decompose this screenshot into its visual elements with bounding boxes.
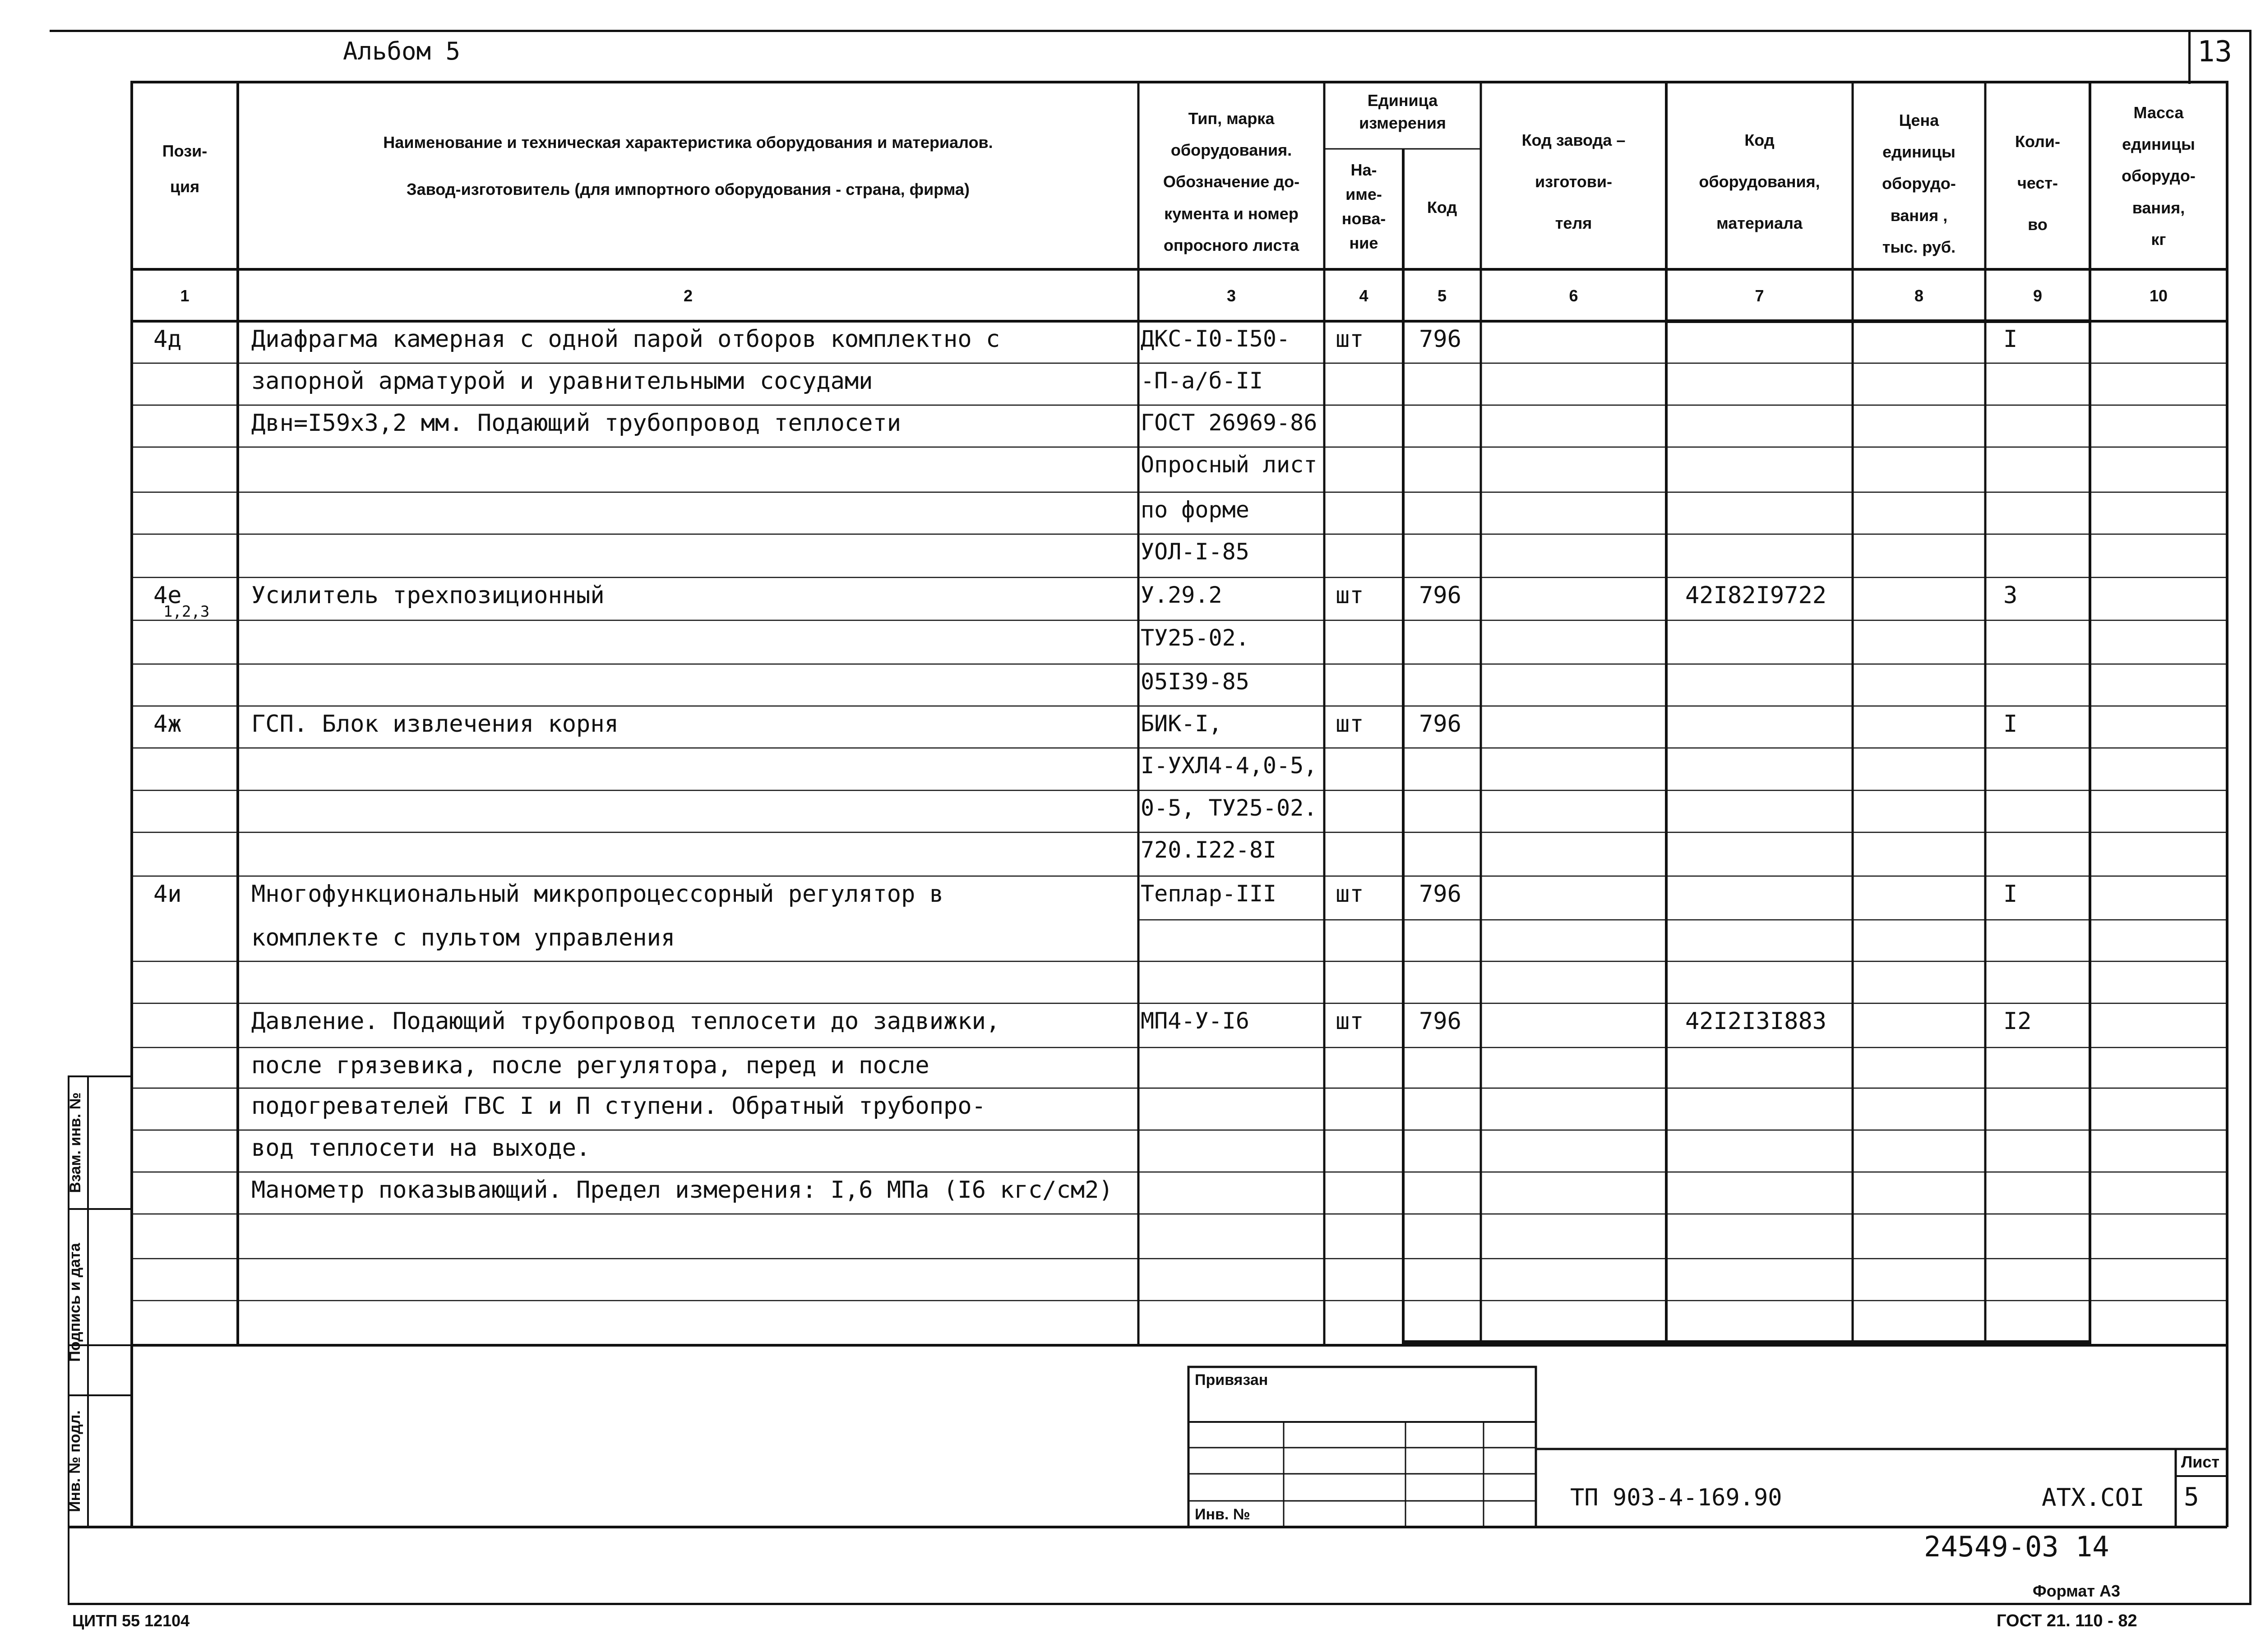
- col-number: 1: [180, 286, 190, 305]
- cell-quantity: 3: [2003, 582, 2018, 609]
- cell-unit: шт: [1336, 582, 1364, 609]
- table-row: [0, 577, 2256, 620]
- cell-material-code: 42I82I9722: [1685, 582, 1827, 609]
- col-number: 8: [1914, 286, 1924, 305]
- table-row: [0, 876, 2256, 920]
- stamp-reg-number: 24549-03 14: [1924, 1530, 2109, 1563]
- col-number: 9: [2033, 286, 2043, 305]
- table-row: [0, 447, 2256, 492]
- table-row: [0, 620, 2256, 664]
- table-row: [0, 1259, 2256, 1301]
- gost-label: ГОСТ 21. 110 - 82: [1997, 1611, 2137, 1630]
- col2-header-line1: Наименование и техническая характеристика оборудования и материалов.: [383, 133, 993, 152]
- table-row: [0, 1047, 2256, 1088]
- table-row: [0, 1003, 2256, 1047]
- citp-label: ЦИТП 55 12104: [72, 1611, 190, 1630]
- col3-header: Тип, марка оборудования. Обозначение до- кумента и номер опросного листа: [1163, 109, 1300, 254]
- cell-unit-code: 796: [1419, 582, 1461, 609]
- cell-type: 05I39-85: [1141, 669, 1249, 695]
- stamp-inv-no: Инв. №: [1195, 1506, 1250, 1523]
- table-row: [0, 1301, 2256, 1343]
- col-number: 7: [1755, 286, 1764, 305]
- col10-header: Масса единицы оборудо- вания, кг: [2122, 103, 2196, 249]
- cell-unit: шт: [1336, 711, 1364, 738]
- cell-name: Многофункциональный микропроцессорный регулятор в: [251, 881, 944, 908]
- cell-type: Опросный лист: [1141, 452, 1318, 478]
- table-row: [0, 492, 2256, 534]
- col-number: 6: [1569, 286, 1578, 305]
- sheet-number: 13: [2197, 35, 2233, 69]
- cell-name: ГСП. Блок извлечения корня: [251, 711, 619, 738]
- cell-unit-code: 796: [1419, 711, 1461, 738]
- cell-name: комплекте с пультом управления: [251, 924, 675, 951]
- table-row: [0, 1088, 2256, 1130]
- cell-quantity: I: [2003, 711, 2018, 738]
- cell-type: У.29.2: [1141, 582, 1222, 608]
- col6-header: Код завода – изготови- теля: [1521, 131, 1626, 232]
- cell-position: 4ж: [153, 711, 182, 738]
- cell-name: Двн=I59х3,2 мм. Подающий трубопровод теплосети: [251, 410, 901, 437]
- col-number: 2: [683, 286, 693, 305]
- col-number: 4: [1359, 286, 1368, 305]
- stamp-code: АТХ.COI: [2042, 1483, 2145, 1512]
- col-number: 5: [1437, 286, 1447, 305]
- unit-group-header: Единица измерения: [1359, 91, 1446, 133]
- col2-header-line2: Завод-изготовитель (для импортного оборудования - страна, фирма): [407, 180, 970, 198]
- cell-name: Диафрагма камерная с одной парой отборов комплектно с: [251, 326, 1000, 353]
- col7-header: Код оборудования, материала: [1699, 131, 1820, 232]
- cell-type: ДКС-I0-I50-: [1141, 326, 1290, 352]
- table-row: [0, 664, 2256, 706]
- cell-quantity: I: [2003, 881, 2018, 908]
- col5-header: Код: [1427, 198, 1457, 217]
- cell-type: УОЛ-I-85: [1141, 539, 1249, 565]
- cell-name: после грязевика, после регулятора, перед и после: [251, 1052, 929, 1079]
- table-row: [0, 363, 2256, 405]
- cell-type: ТУ25-02.: [1141, 625, 1249, 651]
- table-row: [0, 706, 2256, 748]
- column-numbers-row: [0, 283, 2256, 310]
- cell-name: подогревателей ГВС I и П ступени. Обратный трубопро-: [251, 1093, 986, 1120]
- cell-unit: шт: [1336, 1008, 1364, 1035]
- cell-name: Давление. Подающий трубопровод теплосети до задвижки,: [251, 1008, 1000, 1035]
- stamp-project: ТП 903-4-169.90: [1570, 1484, 1782, 1511]
- cell-type: 0-5, ТУ25-02.: [1141, 795, 1318, 821]
- position-subscript: 1,2,3: [163, 603, 210, 621]
- cell-name: Усилитель трехпозиционный: [251, 582, 605, 609]
- col1-header: Пози- ция: [162, 142, 208, 196]
- table-row: [0, 405, 2256, 447]
- stamp-list-value: 5: [2184, 1482, 2199, 1512]
- cell-name: Манометр показывающий. Предел измерения: I,6 МПа (I6 кгс/см2): [251, 1177, 1113, 1204]
- col8-header: Цена единицы оборудо- вания , тыс. руб.: [1882, 111, 1956, 256]
- cell-unit: шт: [1336, 881, 1364, 908]
- cell-type: I-УХЛ4-4,0-5,: [1141, 752, 1318, 779]
- cell-unit-code: 796: [1419, 881, 1461, 908]
- cell-type: БИК-I,: [1141, 711, 1222, 737]
- table-row: [0, 790, 2256, 832]
- stamp-privyazan: Привязан: [1195, 1371, 1268, 1389]
- side-label-podpis: Подпись и дата: [66, 1243, 83, 1362]
- cell-position: 4д: [153, 326, 182, 353]
- table-row: [0, 961, 2256, 1003]
- cell-unit-code: 796: [1419, 326, 1461, 353]
- col-number: 3: [1226, 286, 1236, 305]
- cell-unit: шт: [1336, 326, 1364, 353]
- table-row: [0, 534, 2256, 577]
- table-row: [0, 1214, 2256, 1259]
- cell-name: вод теплосети на выходе.: [251, 1135, 591, 1162]
- col4-header: На- име- нова- ние: [1341, 161, 1386, 252]
- cell-name: запорной арматурой и уравнительными сосудами: [251, 368, 873, 395]
- table-row: [0, 748, 2256, 790]
- table-row: [0, 1172, 2256, 1214]
- col9-header: Коли- чест- во: [2015, 132, 2061, 234]
- table-row: [0, 1130, 2256, 1172]
- cell-position: 4е: [153, 582, 182, 609]
- cell-material-code: 42I2I3I883: [1685, 1008, 1827, 1035]
- stamp-list-label: Лист: [2181, 1453, 2220, 1471]
- table-row: [0, 832, 2256, 876]
- table-row: [0, 920, 2256, 961]
- cell-type: -П-а/б-II: [1141, 368, 1263, 394]
- table-row: [0, 321, 2256, 363]
- side-label-inv-podl: Инв. № подл.: [66, 1410, 83, 1512]
- album-title: Альбом 5: [343, 37, 461, 65]
- cell-type: 720.I22-8I: [1141, 837, 1277, 863]
- cell-type: Теплар-III: [1141, 881, 1277, 907]
- cell-quantity: I2: [2003, 1008, 2032, 1035]
- cell-quantity: I: [2003, 326, 2018, 353]
- cell-position: 4и: [153, 881, 182, 908]
- side-label-vzam: Взам. инв. №: [67, 1092, 84, 1193]
- format-label: Формат А3: [2033, 1582, 2121, 1600]
- cell-type: ГОСТ 26969-86: [1141, 410, 1318, 436]
- cell-unit-code: 796: [1419, 1008, 1461, 1035]
- col-number: 10: [2149, 286, 2168, 305]
- cell-type: по форме: [1141, 497, 1249, 523]
- cell-type: МП4-У-I6: [1141, 1008, 1249, 1034]
